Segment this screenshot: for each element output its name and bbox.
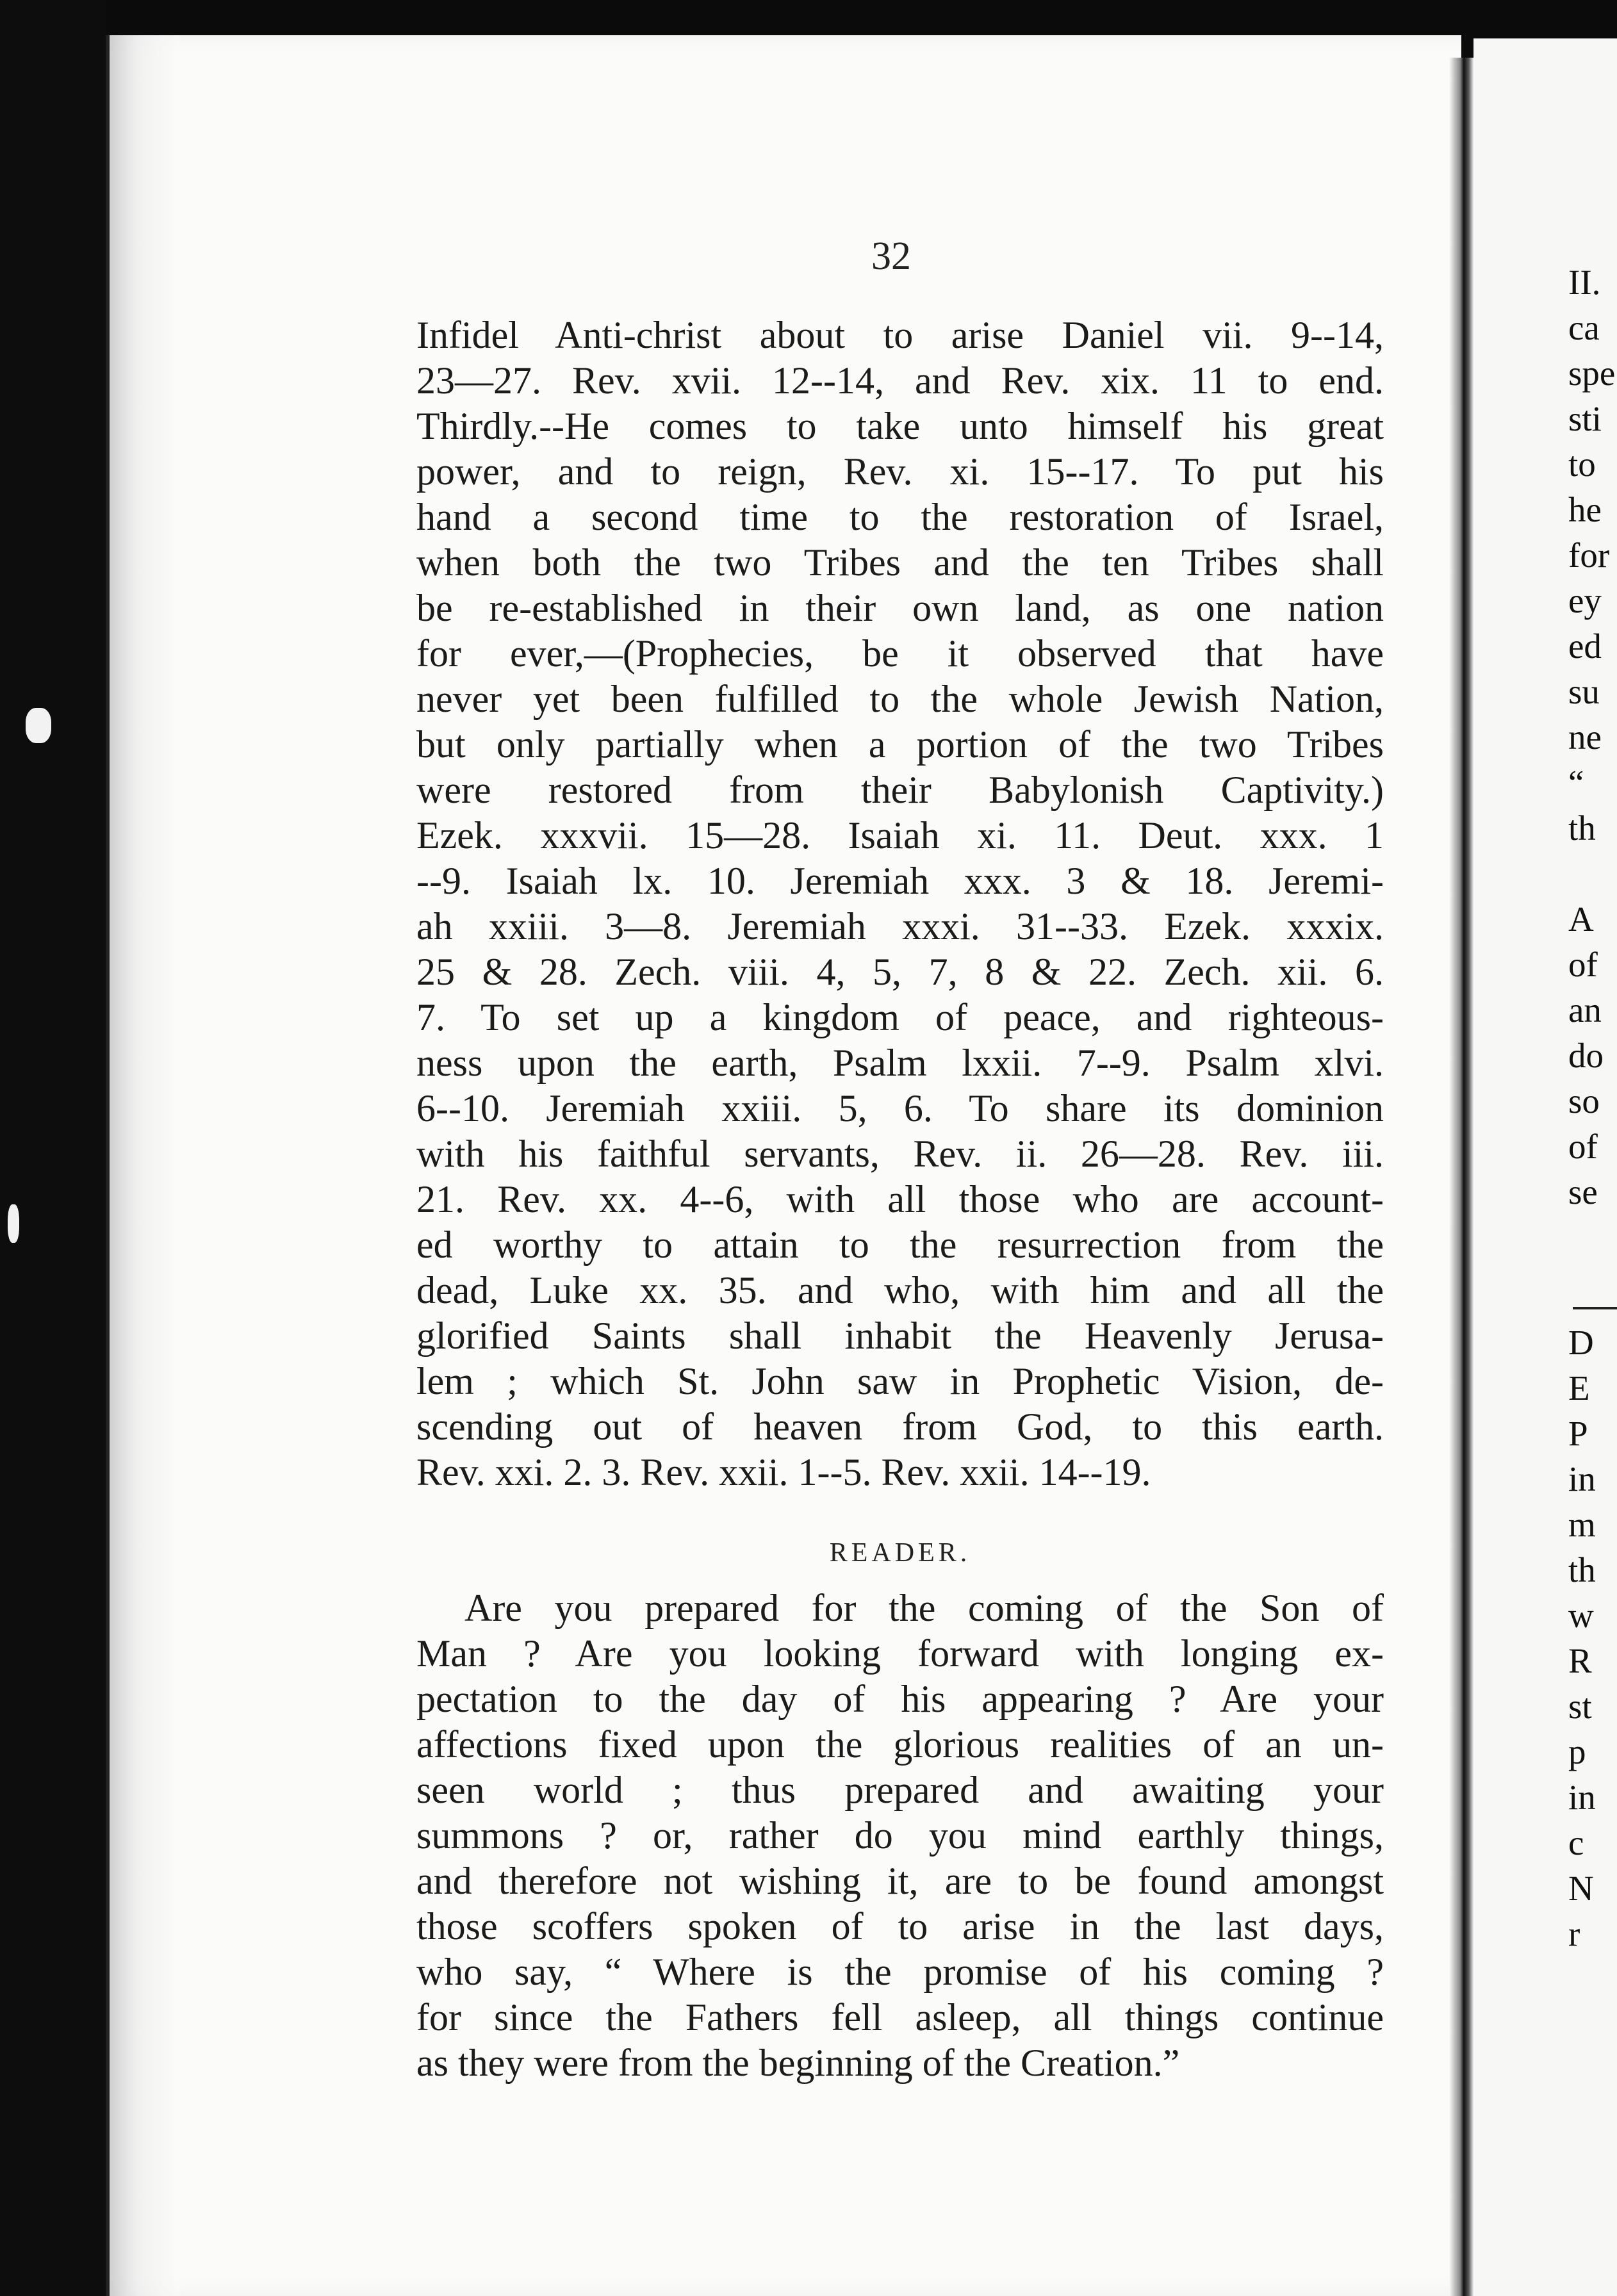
body-line: Thirdly.--He comes to take unto himself his great [416, 405, 1384, 447]
facing-page-fragment: spe [1568, 354, 1616, 393]
body-line: hand a second time to the restoration of Israel, [416, 496, 1384, 538]
facing-page-fragment: st [1568, 1687, 1592, 1726]
body-line: 21. Rev. xx. 4--6, with all those who are account- [416, 1178, 1384, 1220]
reader-line: those scoffers spoken of to arise in the last days, [416, 1905, 1384, 1948]
facing-page-fragment: II. [1568, 263, 1601, 302]
reader-line: pectation to the day of his appearing ? Are your [416, 1678, 1384, 1720]
facing-page-fragment: E [1568, 1368, 1590, 1407]
body-line: glorified Saints shall inhabit the Heavenly Jerusa- [416, 1315, 1384, 1357]
facing-page-fragment: su [1568, 672, 1600, 711]
body-line: Ezek. xxxvii. 15—28. Isaiah xi. 11. Deut. xxx. 1 [416, 814, 1384, 857]
body-line: power, and to reign, Rev. xi. 15--17. To put his [416, 450, 1384, 493]
facing-page-fragment: in [1568, 1778, 1596, 1817]
body-line: scending out of heaven from God, to this earth. [416, 1406, 1384, 1448]
facing-page-fragment: th [1568, 1550, 1596, 1589]
body-text [416, 313, 1384, 1495]
facing-page-fragment: R [1568, 1641, 1592, 1680]
facing-page-fragment: to [1568, 445, 1596, 484]
facing-page-fragment: ne [1568, 718, 1602, 757]
body-line: for ever,—(Prophecies, be it observed that have [416, 632, 1384, 675]
body-line: ness upon the earth, Psalm lxxii. 7--9. Psalm xlvi. [416, 1042, 1384, 1084]
reader-line: who say, “ Where is the promise of his coming ? [416, 1951, 1384, 1993]
reader-text [416, 1586, 1384, 2086]
body-line: Rev. xxi. 2. 3. Rev. xxii. 1--5. Rev. xxii. 14--19. [416, 1451, 1151, 1493]
edge-blemish [26, 708, 51, 743]
facing-page-fragment: ca [1568, 308, 1600, 347]
facing-page-fragment: th [1568, 808, 1596, 848]
page-number: 32 [871, 234, 911, 278]
facing-page-fragment: A [1568, 899, 1594, 939]
body-line: --9. Isaiah lx. 10. Jeremiah xxx. 3 & 18. Jeremi- [416, 860, 1384, 902]
facing-page-fragment [1568, 851, 1615, 896]
left-background [0, 0, 106, 2296]
body-line: 25 & 28. Zech. viii. 4, 5, 7, 8 & 22. Zech. xii. 6. [416, 951, 1384, 993]
body-line: Infidel Anti-christ about to arise Daniel vii. 9--14, [416, 314, 1384, 356]
facing-page-fragment: ey [1568, 581, 1602, 620]
facing-page-fragment: r [1568, 1914, 1580, 1953]
body-line: 7. To set up a kingdom of peace, and righteous- [416, 996, 1384, 1038]
facing-page-fragment: w [1568, 1596, 1594, 1635]
facing-page-fragment: he [1568, 490, 1602, 529]
reader-line: as they were from the beginning of the Creation.” [416, 2042, 1180, 2084]
page-edge-shading [110, 35, 180, 2296]
facing-page-fragment: do [1568, 1036, 1604, 1075]
reader-line: Are you prepared for the coming of the Son of [464, 1587, 1384, 1629]
reader-line: and therefore not wishing it, are to be found amongst [416, 1860, 1384, 1902]
facing-page-fragment: of [1568, 1127, 1598, 1166]
book-gutter [1449, 58, 1473, 2296]
body-line: lem ; which St. John saw in Prophetic Vision, de- [416, 1360, 1384, 1402]
facing-page-rule [1573, 1307, 1617, 1309]
facing-page-fragment: an [1568, 990, 1602, 1029]
facing-page-text-top [1568, 259, 1615, 1215]
reader-line: for since the Fathers fell asleep, all things continue [416, 1996, 1384, 2038]
facing-page-fragment: N [1568, 1869, 1594, 1908]
body-line: 23—27. Rev. xvii. 12--14, and Rev. xix. 11 to end. [416, 359, 1384, 402]
body-line: never yet been fulfilled to the whole Jewish Nation, [416, 678, 1384, 720]
facing-page-fragment: c [1568, 1823, 1584, 1862]
body-line: but only partially when a portion of the two Tribes [416, 723, 1384, 766]
body-line: 6--10. Jeremiah xxiii. 5, 6. To share its dominion [416, 1087, 1384, 1129]
facing-page-fragment: in [1568, 1459, 1596, 1498]
facing-page-fragment: m [1568, 1505, 1596, 1544]
body-line: ah xxiii. 3—8. Jeremiah xxxi. 31--33. Ezek. xxxix. [416, 905, 1384, 947]
body-line: ed worthy to attain to the resurrection from the [416, 1224, 1384, 1266]
body-line: with his faithful servants, Rev. ii. 26—28. Rev. iii. [416, 1133, 1384, 1175]
facing-page-fragment: se [1568, 1172, 1598, 1211]
facing-page-fragment: “ [1568, 763, 1584, 802]
reader-line: affections fixed upon the glorious realities of an un- [416, 1723, 1384, 1766]
facing-page-fragment: D [1568, 1323, 1594, 1362]
reader-line: Man ? Are you looking forward with longing ex- [416, 1632, 1384, 1675]
body-line: when both the two Tribes and the ten Tribes shall [416, 541, 1384, 584]
facing-page-fragment: for [1568, 536, 1610, 575]
reader-line: seen world ; thus prepared and awaiting your [416, 1769, 1384, 1811]
facing-page-fragment: so [1568, 1081, 1600, 1120]
section-heading: READER. [829, 1538, 971, 1568]
edge-blemish [8, 1204, 19, 1243]
reader-line: summons ? or, rather do you mind earthly things, [416, 1814, 1384, 1857]
facing-page-fragment: of [1568, 945, 1598, 984]
body-line: be re-established in their own land, as one nation [416, 587, 1384, 629]
facing-page-fragment: P [1568, 1414, 1588, 1453]
facing-page-fragment: ed [1568, 627, 1602, 666]
body-line: were restored from their Babylonish Captivity.) [416, 769, 1384, 811]
facing-page-text-bottom [1568, 1320, 1596, 1956]
facing-page-fragment: p [1568, 1732, 1586, 1771]
facing-page-fragment: sti [1568, 399, 1602, 438]
body-line: dead, Luke xx. 35. and who, with him and all the [416, 1269, 1384, 1311]
